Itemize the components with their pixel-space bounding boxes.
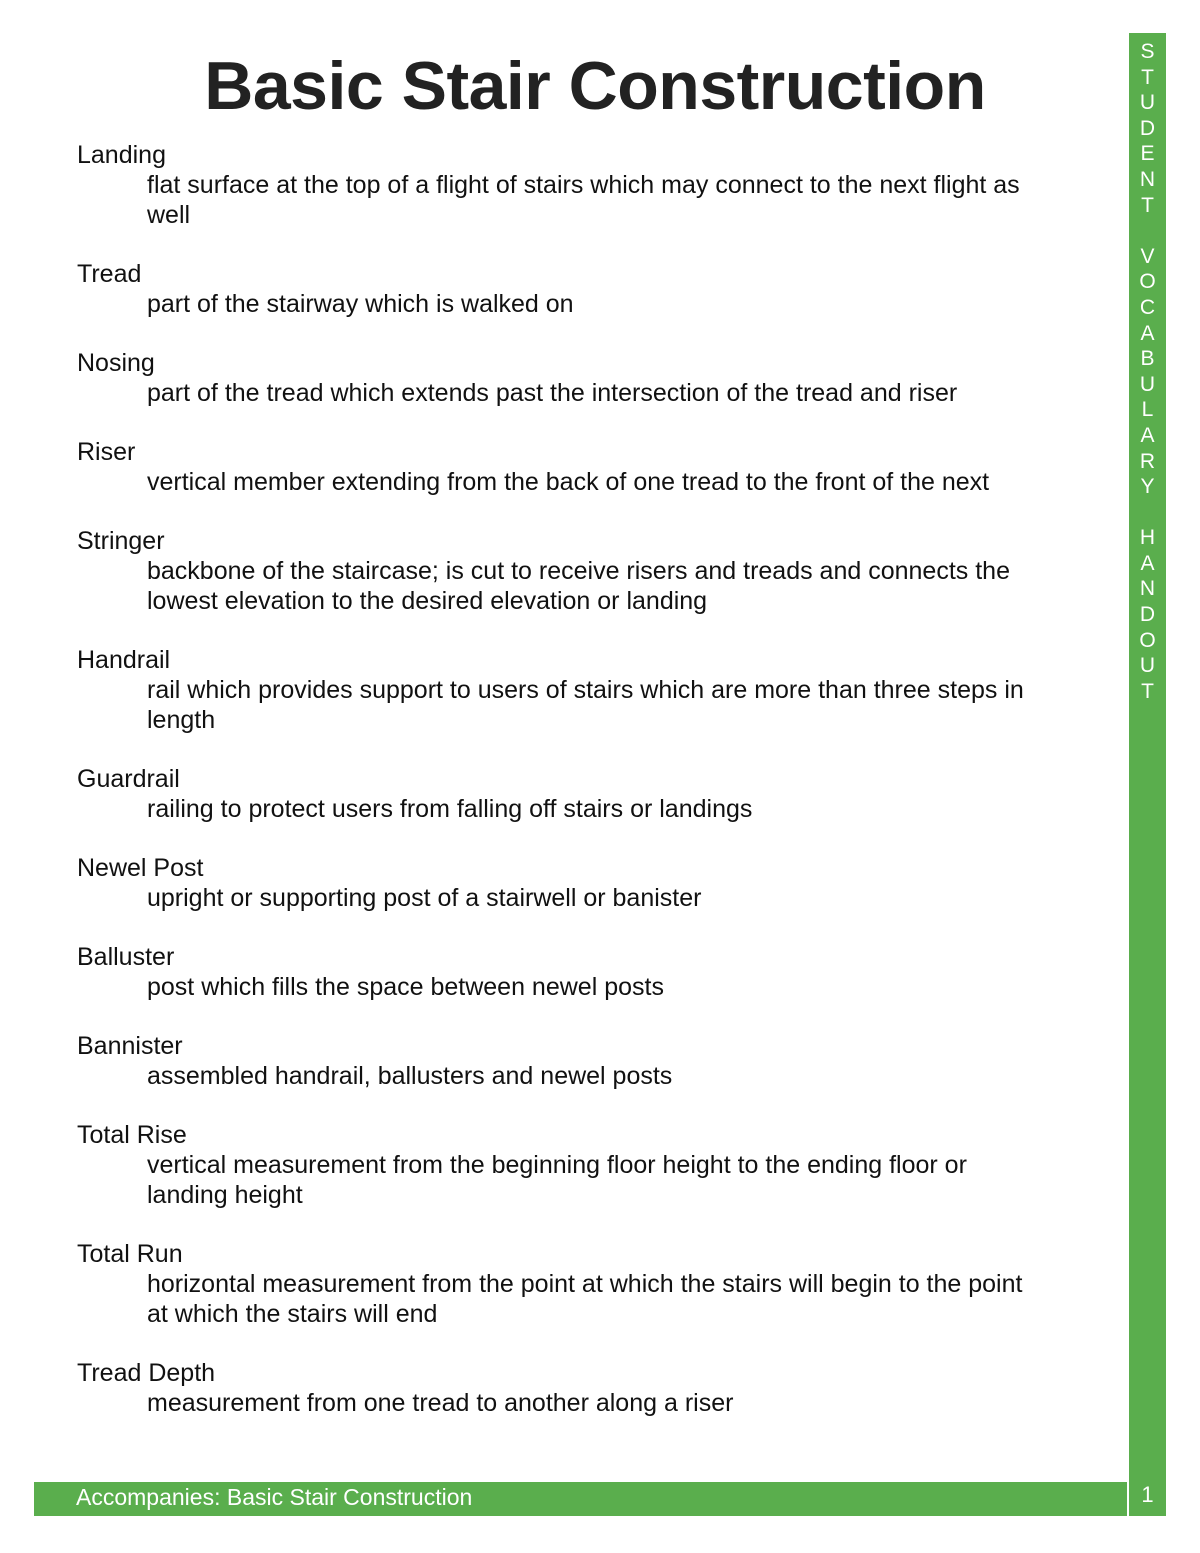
vocab-entry <box>77 1239 1117 1329</box>
vocab-entry <box>77 764 1117 824</box>
vocab-term: Balluster <box>77 943 175 971</box>
vocab-definition-line: vertical member extending from the back of one tread to the front of the next <box>147 468 990 496</box>
vocab-definition-line: horizontal measurement from the point at which the stairs will begin to the point <box>147 1270 1023 1298</box>
side-label-letter: U <box>1139 654 1156 678</box>
page-title: Basic Stair Construction <box>204 48 986 124</box>
vocab-definition-line: upright or supporting post of a stairwell or banister <box>147 884 702 912</box>
vocab-entry <box>77 853 1117 913</box>
side-label <box>1129 39 1166 704</box>
vocab-definition-line: well <box>147 201 191 229</box>
footer-text: Accompanies: Basic Stair Construction <box>76 1484 473 1510</box>
vocab-definition-line: landing height <box>147 1181 303 1209</box>
vocab-entry <box>77 1358 1117 1418</box>
side-label-letter: A <box>1140 321 1155 345</box>
vocab-entry <box>77 645 1117 735</box>
vocab-definition-line: at which the stairs will end <box>147 1300 438 1328</box>
vocab-term: Landing <box>77 141 166 169</box>
side-label-letter: L <box>1141 398 1154 422</box>
vocab-definition-line: lowest elevation to the desired elevation or landing <box>147 587 708 615</box>
vocab-term: Total Run <box>77 1240 183 1268</box>
side-label-letter: E <box>1140 142 1155 166</box>
side-label-letter: T <box>1141 679 1154 703</box>
side-label-letter: N <box>1139 577 1156 601</box>
vocab-entry <box>77 140 1117 230</box>
side-label-letter: O <box>1139 628 1156 652</box>
vocab-term: Guardrail <box>77 765 180 793</box>
side-label-letter <box>1129 500 1166 526</box>
side-label-letter <box>1129 218 1166 244</box>
side-label-letter: N <box>1139 167 1156 191</box>
side-label-letter: D <box>1139 603 1156 627</box>
side-label-letter: V <box>1140 244 1155 268</box>
vocab-definition-line: rail which provides support to users of stairs which are more than three steps in <box>147 676 1024 704</box>
side-label-letter: U <box>1139 91 1156 115</box>
side-label-letter: S <box>1140 40 1155 63</box>
vocab-definition-line: part of the tread which extends past the intersection of the tread and riser <box>147 379 958 407</box>
vocab-definition-line: measurement from one tread to another along a riser <box>147 1389 734 1417</box>
vocab-entry <box>77 259 1117 319</box>
vocab-term: Handrail <box>77 646 171 674</box>
side-bar <box>1129 33 1166 1516</box>
vocab-entry <box>77 526 1117 616</box>
vocab-entry <box>77 437 1117 497</box>
vocab-definition-line: flat surface at the top of a flight of stairs which may connect to the next flight as <box>147 171 1020 199</box>
vocab-entry <box>77 1031 1117 1091</box>
vocab-term: Tread Depth <box>77 1359 216 1387</box>
side-label-letter: H <box>1139 526 1156 550</box>
side-label-letter: O <box>1139 270 1156 294</box>
side-label-letter: A <box>1140 423 1155 447</box>
vocab-term: Bannister <box>77 1032 183 1060</box>
vocab-term: Nosing <box>77 349 155 377</box>
vocab-definition-line: post which fills the space between newel posts <box>147 973 664 1001</box>
side-label-letter: R <box>1139 449 1156 473</box>
vocabulary-list <box>77 140 1117 1418</box>
footer-bar <box>34 1482 1127 1516</box>
vocab-entry <box>77 942 1117 1002</box>
vocab-definition-line: assembled handrail, ballusters and newel posts <box>147 1062 673 1090</box>
vocab-definition-line: part of the stairway which is walked on <box>147 290 574 318</box>
side-label-letter: Y <box>1140 475 1155 499</box>
vocab-definition-line: vertical measurement from the beginning floor height to the ending floor or <box>147 1151 967 1179</box>
side-label-letter: B <box>1140 347 1155 371</box>
side-label-letter: C <box>1139 295 1156 319</box>
vocab-term: Riser <box>77 438 136 466</box>
vocab-entry <box>77 348 1117 408</box>
vocab-term: Total Rise <box>77 1121 187 1149</box>
vocab-term: Stringer <box>77 527 165 555</box>
vocab-entry <box>77 1120 1117 1210</box>
vocab-definition-line: backbone of the staircase; is cut to receive risers and treads and connects the <box>147 557 1010 585</box>
side-label-letter: T <box>1141 193 1154 217</box>
side-label-letter: D <box>1139 116 1156 140</box>
side-label-letter: U <box>1139 372 1156 396</box>
side-label-letter: A <box>1140 551 1155 575</box>
vocab-definition-line: length <box>147 706 216 734</box>
vocab-term: Tread <box>77 260 142 288</box>
vocab-term: Newel Post <box>77 854 204 882</box>
vocab-definition-line: railing to protect users from falling off stairs or landings <box>147 795 753 823</box>
page-number: 1 <box>1141 1482 1154 1507</box>
side-label-letter: T <box>1141 65 1154 89</box>
